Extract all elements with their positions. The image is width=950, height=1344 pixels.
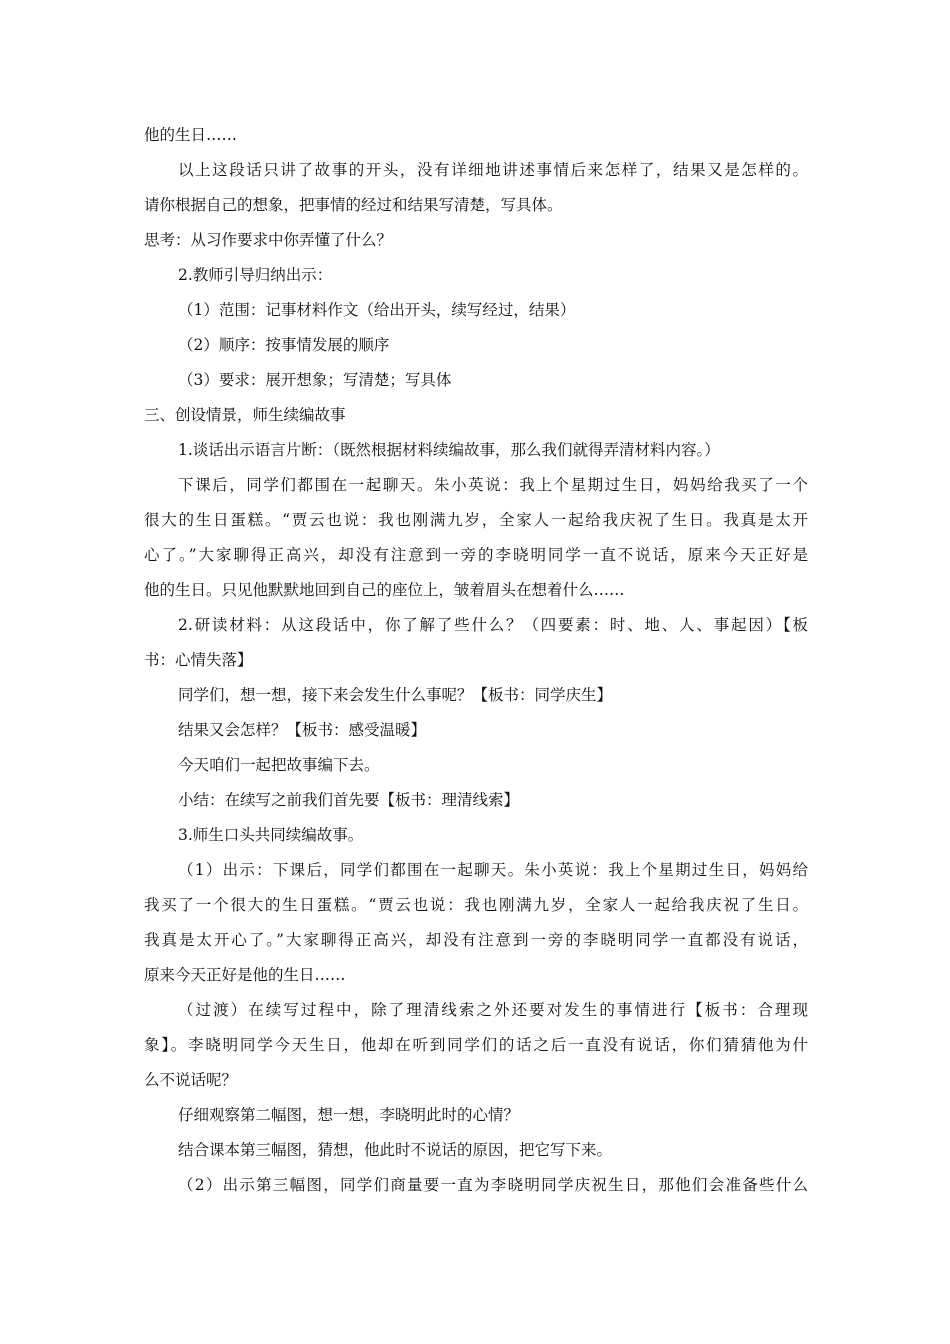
text-line: 我买了一个很大的生日蛋糕。“贾云也说：我也刚满九岁，全家人一起给我庆祝了生日。 xyxy=(144,896,808,914)
text-line: 思考：从习作要求中你弄懂了什么？ xyxy=(144,231,393,249)
text-line: 下课后，同学们都围在一起聊天。朱小英说：我上个星期过生日，妈妈给我买了一个 xyxy=(178,476,808,494)
text-line: 我真是太开心了。”大家聊得正高兴，却没有注意到一旁的李晓明同学一直都没有说话， xyxy=(144,931,808,949)
text-line: 结合课本第三幅图，猜想，他此时不说话的原因，把它写下来。 xyxy=(178,1141,613,1159)
text-line: （2）顺序：按事情发展的顺序 xyxy=(178,336,390,354)
text-line: 心了。”大家聊得正高兴，却没有注意到一旁的李晓明同学一直不说话，原来今天正好是 xyxy=(144,546,808,564)
text-line: 以上这段话只讲了故事的开头，没有详细地讲述事情后来怎样了，结果又是怎样的。 xyxy=(178,161,808,179)
text-line: 3.师生口头共同续编故事。 xyxy=(178,826,364,844)
text-line: 2.研读材料：从这段话中，你了解了些什么？（四要素：时、地、人、事起因）【板 xyxy=(178,616,808,634)
text-line: 他的生日…… xyxy=(144,126,238,144)
text-line: 结果又会怎样？【板书：感受温暖】 xyxy=(178,721,427,739)
text-line: 书：心情失落】 xyxy=(144,651,253,669)
text-line: 很大的生日蛋糕。“贾云也说：我也刚满九岁，全家人一起给我庆祝了生日。我真是太开 xyxy=(144,511,808,529)
text-line: （1）范围：记事材料作文（给出开头，续写经过，结果） xyxy=(178,301,576,319)
text-line: 他的生日。只见他默默地回到自己的座位上，皱着眉头在想着什么…… xyxy=(144,581,625,599)
text-line: （1）出示：下课后，同学们都围在一起聊天。朱小英说：我上个星期过生日，妈妈给 xyxy=(178,861,808,879)
document-body xyxy=(144,118,808,1203)
text-line: 仔细观察第二幅图，想一想，李晓明此时的心情？ xyxy=(178,1106,520,1124)
text-line: （过渡）在续写过程中，除了理清线索之外还要对发生的事情进行【板书：合理现 xyxy=(178,1001,808,1019)
text-line: 请你根据自己的想象，把事情的经过和结果写清楚，写具体。 xyxy=(144,196,563,214)
text-line: 1.谈话出示语言片断：（既然根据材料续编故事，那么我们就得弄清材料内容。） xyxy=(178,441,720,459)
text-line: 么不说话呢？ xyxy=(144,1071,238,1089)
text-line: 原来今天正好是他的生日…… xyxy=(144,966,346,984)
text-line: （3）要求：展开想象；写清楚；写具体 xyxy=(178,371,452,389)
text-line: 今天咱们一起把故事编下去。 xyxy=(178,756,380,774)
text-line: 三、创设情景，师生续编故事 xyxy=(144,406,346,424)
text-line: 象】。李晓明同学今天生日，他却在听到同学们的话之后一直没有说话，你们猜猜他为什 xyxy=(144,1036,808,1054)
text-line: 2.教师引导归纳出示： xyxy=(178,266,333,284)
text-line: 小结：在续写之前我们首先要【板书：理清线索】 xyxy=(178,791,520,809)
text-line: 同学们，想一想，接下来会发生什么事呢？【板书：同学庆生】 xyxy=(178,686,613,704)
text-line: （2）出示第三幅图，同学们商量要一直为李晓明同学庆祝生日，那他们会准备些什么 xyxy=(178,1176,808,1194)
